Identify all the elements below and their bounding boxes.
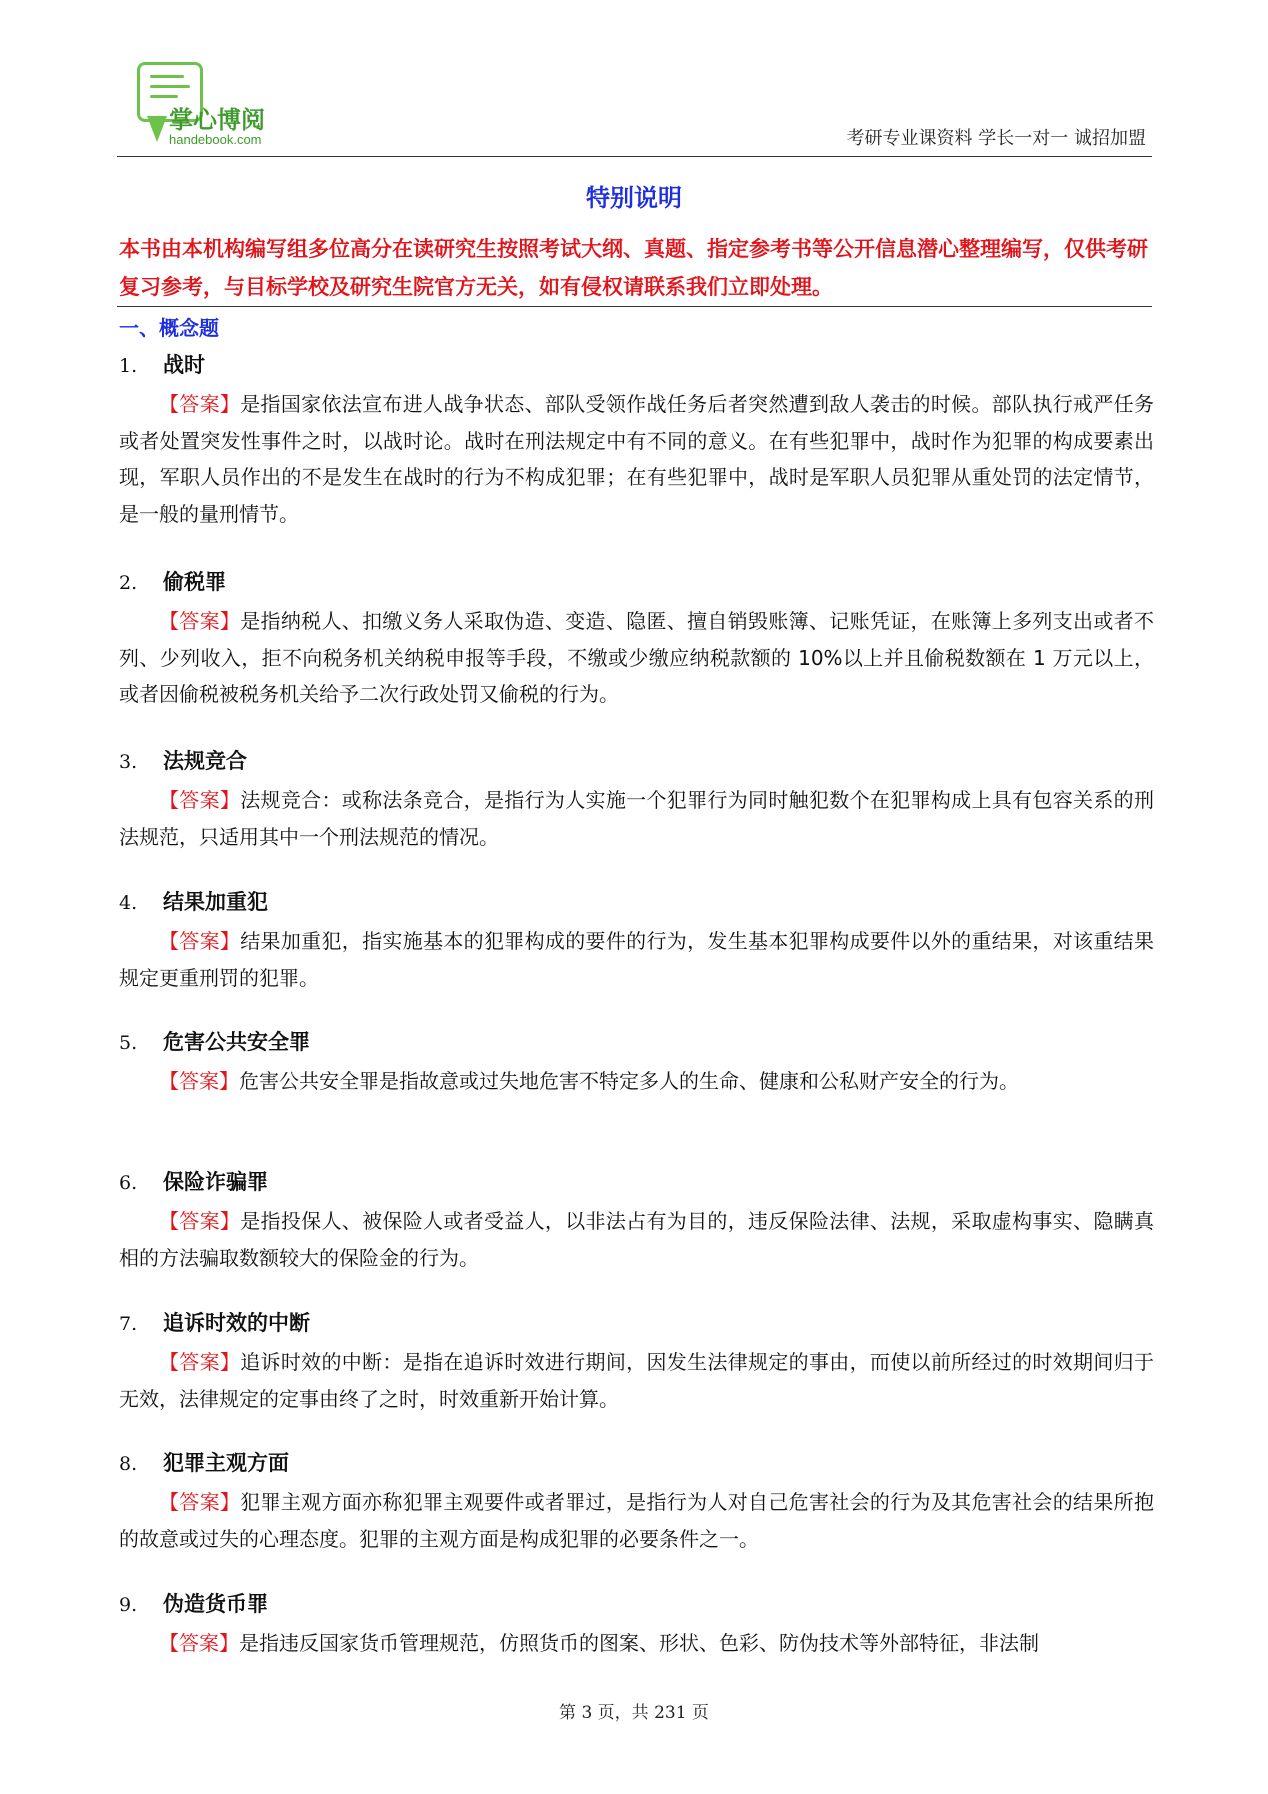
entry-9 [119, 1589, 1154, 1662]
answer-tag: 【答案】 [159, 609, 241, 633]
entry-1 [119, 350, 1154, 532]
entry-term: 伪造货币罪 [163, 1592, 268, 1616]
entry-term: 危害公共安全罪 [163, 1030, 310, 1054]
section-title: 一、概念题 [119, 316, 219, 340]
entry-number: 1. [119, 355, 138, 377]
page-title: 特别说明 [586, 184, 682, 212]
entry-5 [119, 1027, 1154, 1100]
entry-term: 结果加重犯 [163, 890, 268, 914]
entry-4 [119, 887, 1154, 996]
logo-name: 掌心博阅 [169, 106, 265, 134]
notice-rule [117, 306, 1152, 307]
entry-number: 9. [119, 1594, 138, 1616]
entry-3 [119, 746, 1154, 855]
entry-term: 战时 [163, 353, 205, 377]
answer-tag: 【答案】 [159, 1350, 241, 1374]
entry-number: 4. [119, 892, 138, 914]
entry-answer: 结果加重犯，指实施基本的犯罪构成的要件的行为，发生基本犯罪构成要件以外的重结果，对该重结果规定更重刑罚的犯罪。 [119, 929, 1154, 990]
logo-url: handebook.com [169, 132, 262, 147]
entry-term: 犯罪主观方面 [163, 1451, 289, 1475]
entry-2 [119, 567, 1154, 713]
entry-answer: 追诉时效的中断：是指在追诉时效进行期间，因发生法律规定的事由，而使以前所经过的时效期间归于无效，法律规定的定事由终了之时，时效重新开始计算。 [119, 1350, 1154, 1411]
page-footer: 第 3 页，共 231 页 [559, 1703, 709, 1723]
entry-answer: 是指违反国家货币管理规范，仿照货币的图案、形状、色彩、防伪技术等外部特征，非法制 [239, 1631, 1039, 1655]
entry-number: 8. [119, 1453, 138, 1475]
answer-tag: 【答案】 [159, 1069, 239, 1093]
entry-7 [119, 1308, 1154, 1417]
entry-answer: 犯罪主观方面亦称犯罪主观要件或者罪过，是指行为人对自己危害社会的行为及其危害社会的结果所抱的故意或过失的心理态度。犯罪的主观方面是构成犯罪的必要条件之一。 [119, 1490, 1154, 1551]
entry-answer: 危害公共安全罪是指故意或过失地危害不特定多人的生命、健康和公私财产安全的行为。 [239, 1069, 1019, 1093]
entry-number: 3. [119, 751, 138, 773]
entry-number: 7. [119, 1313, 138, 1335]
speech-tail-icon [147, 116, 167, 142]
entry-term: 法规竞合 [163, 749, 247, 773]
entry-number: 6. [119, 1172, 138, 1194]
entry-answer: 法规竞合：或称法条竞合，是指行为人实施一个犯罪行为同时触犯数个在犯罪构成上具有包容关系的刑法规范，只适用其中一个刑法规范的情况。 [119, 788, 1154, 849]
handebook-logo [133, 58, 293, 150]
answer-tag: 【答案】 [159, 1490, 241, 1514]
answer-tag: 【答案】 [159, 1209, 241, 1233]
header-rule [117, 156, 1152, 157]
entry-term: 保险诈骗罪 [163, 1170, 268, 1194]
entry-term: 偷税罪 [163, 570, 226, 594]
answer-tag: 【答案】 [159, 392, 241, 416]
header-slogan: 考研专业课资料 学长一对一 诚招加盟 [846, 128, 1146, 149]
disclaimer-notice: 本书由本机构编写组多位高分在读研究生按照考试大纲、真题、指定参考书等公开信息潜心整理编写，仅供考研复习参考，与目标学校及研究生院官方无关，如有侵权请联系我们立即处理。 [119, 237, 1148, 299]
entry-number: 2. [119, 572, 138, 594]
entry-answer: 是指国家依法宣布进人战争状态、部队受领作战任务后者突然遭到敌人袭击的时候。部队执行戒严任务或者处置突发性事件之时，以战时论。战时在刑法规定中有不同的意义。在有些犯罪中，战时作为犯罪的构成要素出现，军职人员作出的不是发生在战时的行为不构成犯罪；在有些犯罪中，战时是军职人员犯罪从重处罚的法定情节，是一般的量刑情节。 [119, 392, 1154, 526]
entry-answer: 是指投保人、被保险人或者受益人，以非法占有为目的，违反保险法律、法规，采取虚构事实、隐瞒真相的方法骗取数额较大的保险金的行为。 [119, 1209, 1154, 1270]
entry-number: 5. [119, 1032, 138, 1054]
entry-8 [119, 1448, 1154, 1557]
answer-tag: 【答案】 [159, 1631, 239, 1655]
entry-term: 追诉时效的中断 [163, 1311, 310, 1335]
answer-tag: 【答案】 [159, 788, 241, 812]
entry-answer: 是指纳税人、扣缴义务人采取伪造、变造、隐匿、擅自销毁账簿、记账凭证，在账簿上多列支出或者不列、少列收入，拒不向税务机关纳税申报等手段，不缴或少缴应纳税款额的 10%以上并且偷税数额在 1 万元以上，或者因偷税被税务机关给予二次行政处罚又偷税的行为。 [119, 609, 1154, 706]
entry-6 [119, 1167, 1154, 1276]
answer-tag: 【答案】 [159, 929, 241, 953]
